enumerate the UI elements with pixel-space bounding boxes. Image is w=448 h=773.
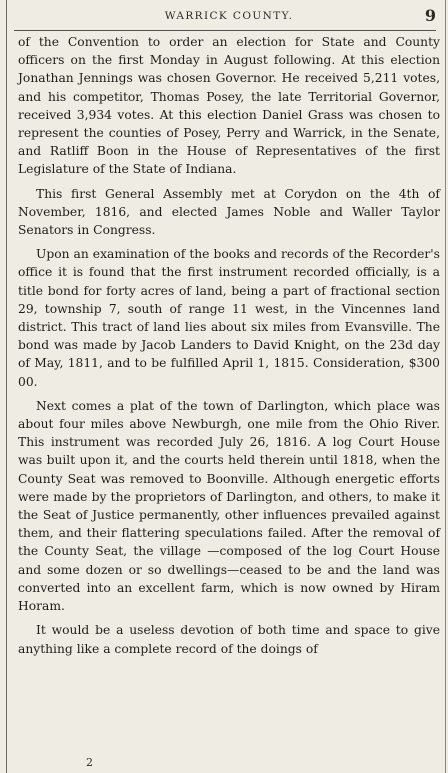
- left-column-rule: [6, 0, 7, 773]
- header-rule: [14, 30, 436, 31]
- paragraph-2: This first General Assembly met at Corydon on the 4th of November, 1816, and elected James Noble and Waller Taylor Senators in Congress.: [18, 186, 440, 238]
- paragraph-5: It would be a useless devotion of both time and space to give anything like a complete record of the doings of: [18, 623, 440, 656]
- printer-signature-mark: 2: [86, 756, 93, 769]
- body-text: [18, 33, 440, 664]
- right-column-rule: [445, 0, 446, 773]
- header-title: WARRICK COUNTY.: [164, 10, 294, 22]
- paragraph-4: Next comes a plat of the town of Darlington, which place was about four miles above Newburgh, one mile from the Ohio River. This instrument was recorded July 26, 1816. A log Court House was built upon it, and the courts held therein until 1818, when the County Seat was removed to Boonville. Although energetic efforts were made by the proprietors of Darlington, and others, to make it the Seat of Justice permanently, other influences prevailed against them, and their flattering speculations failed. After the removal of the County Seat, the village —composed of the log Court House and some dozen or so dwellings—ceased to be and the land was converted into an excellent farm, which is now owned by Hiram Horam.: [18, 398, 440, 614]
- paragraph-3: Upon an examination of the books and records of the Recorder's office it is found that the first instrument recorded officially, is a title bond for forty acres of land, being a part of fractional section 29, township 7, south of range 11 west, in the Vincennes land district. This tract of land lies about six miles from Evansville. The bond was made by Jacob Landers to David Knight, on the 23d day of May, 1811, and to be fulfilled April 1, 1815. Consideration, $300 00.: [18, 247, 440, 389]
- paragraph-1: of the Convention to order an election for State and County officers on the first Monday in August following. At this election Jonathan Jennings was chosen Governor. He received 5,211 votes, and his competitor, Thomas Posey, the late Territorial Governor, received 3,934 votes. At this election Daniel Grass was chosen to represent the counties of Posey, Perry and Warrick, in the Senate, and Ratliff Boon in the House of Representatives of the first Legislature of the State of Indiana.: [18, 35, 440, 177]
- page-number: 9: [424, 6, 436, 25]
- running-header: [18, 8, 440, 28]
